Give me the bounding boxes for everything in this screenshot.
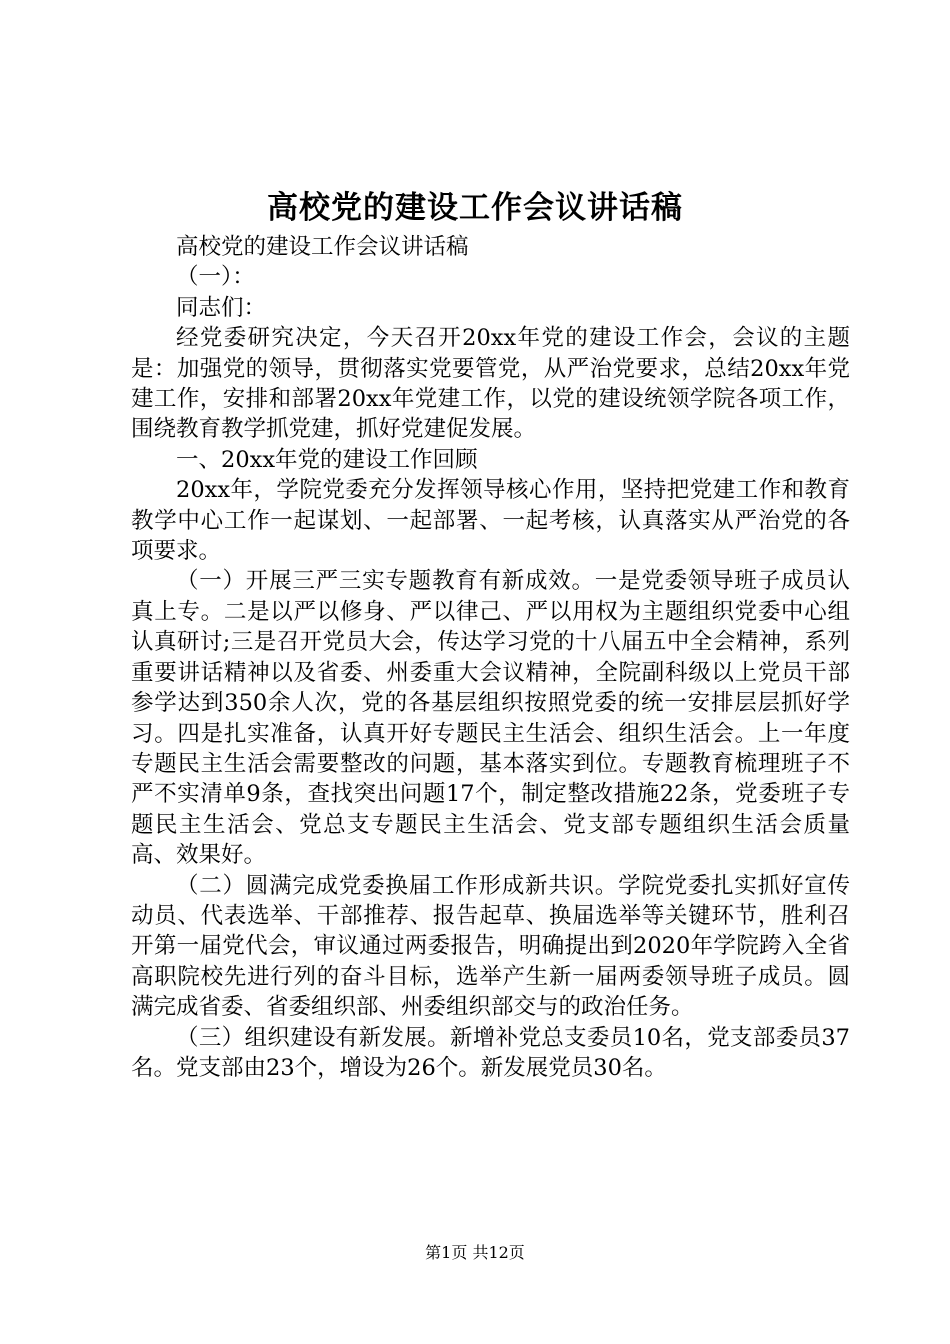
paragraph-subtitle: 高校党的建设工作会议讲话稿 [176,234,469,260]
paragraph-item-3: （三）组织建设有新发展。新增补党总支委员10名，党支部委员37名。党支部由23个，增设为26个。新发展党员30名。 [131,1024,850,1081]
paragraph-intro: 经党委研究决定，今天召开20xx年党的建设工作会，会议的主题是：加强党的领导，贯彻落实党要管党，从严治党要求，总结20xx年党建工作，安排和部署20xx年党建工作，以党的建设统领学院各项工作，围绕教育教学抓党建，抓好党建促发展。 [131,325,850,443]
page-footer: 第1页 共12页 [425,1243,525,1262]
paragraph-section-label: （一）： [176,264,255,291]
document-title: 高校党的建设工作会议讲话稿 [267,190,683,226]
paragraph-salutation: 同志们： [176,294,267,321]
paragraph-overview: 20xx年，学院党委充分发挥领导核心作用，坚持把党建工作和教育教学中心工作一起谋划、一起部署、一起考核，认真落实从严治党的各项要求。 [131,477,850,565]
paragraph-heading-review: 一、20xx年党的建设工作回顾 [176,446,478,473]
paragraph-item-1: （一）开展三严三实专题教育有新成效。一是党委领导班子成员认真上专。二是以严以修身、严以律己、严以用权为主题组织党委中心组认真研讨;三是召开党员大会，传达学习党的十八届五中全会精神，系列重要讲话精神以及省委、州委重大会议精神，全院副科级以上党员干部参学达到350余人次，党的各基层组织按照党委的统一安排层层抓好学习。四是扎实准备，认真开好专题民主生活会、组织生活会。上一年度专题民主生活会需要整改的问题，基本落实到位。专题教育梳理班子不严不实清单9条，查找突出问题17个，制定整改措施22条，党委班子专题民主生活会、党总支专题民主生活会、党支部专题组织生活会质量高、效果好。 [131,568,850,869]
paragraph-item-2: （二）圆满完成党委换届工作形成新共识。学院党委扎实抓好宣传动员、代表选举、干部推荐、报告起草、换届选举等关键环节，胜利召开第一届党代会，审议通过两委报告，明确提出到2020年学院跨入全省高职院校先进行列的奋斗目标，选举产生新一届两委领导班子成员。圆满完成省委、省委组织部、州委组织部交与的政治任务。 [131,872,850,1021]
document-body [131,232,850,1083]
